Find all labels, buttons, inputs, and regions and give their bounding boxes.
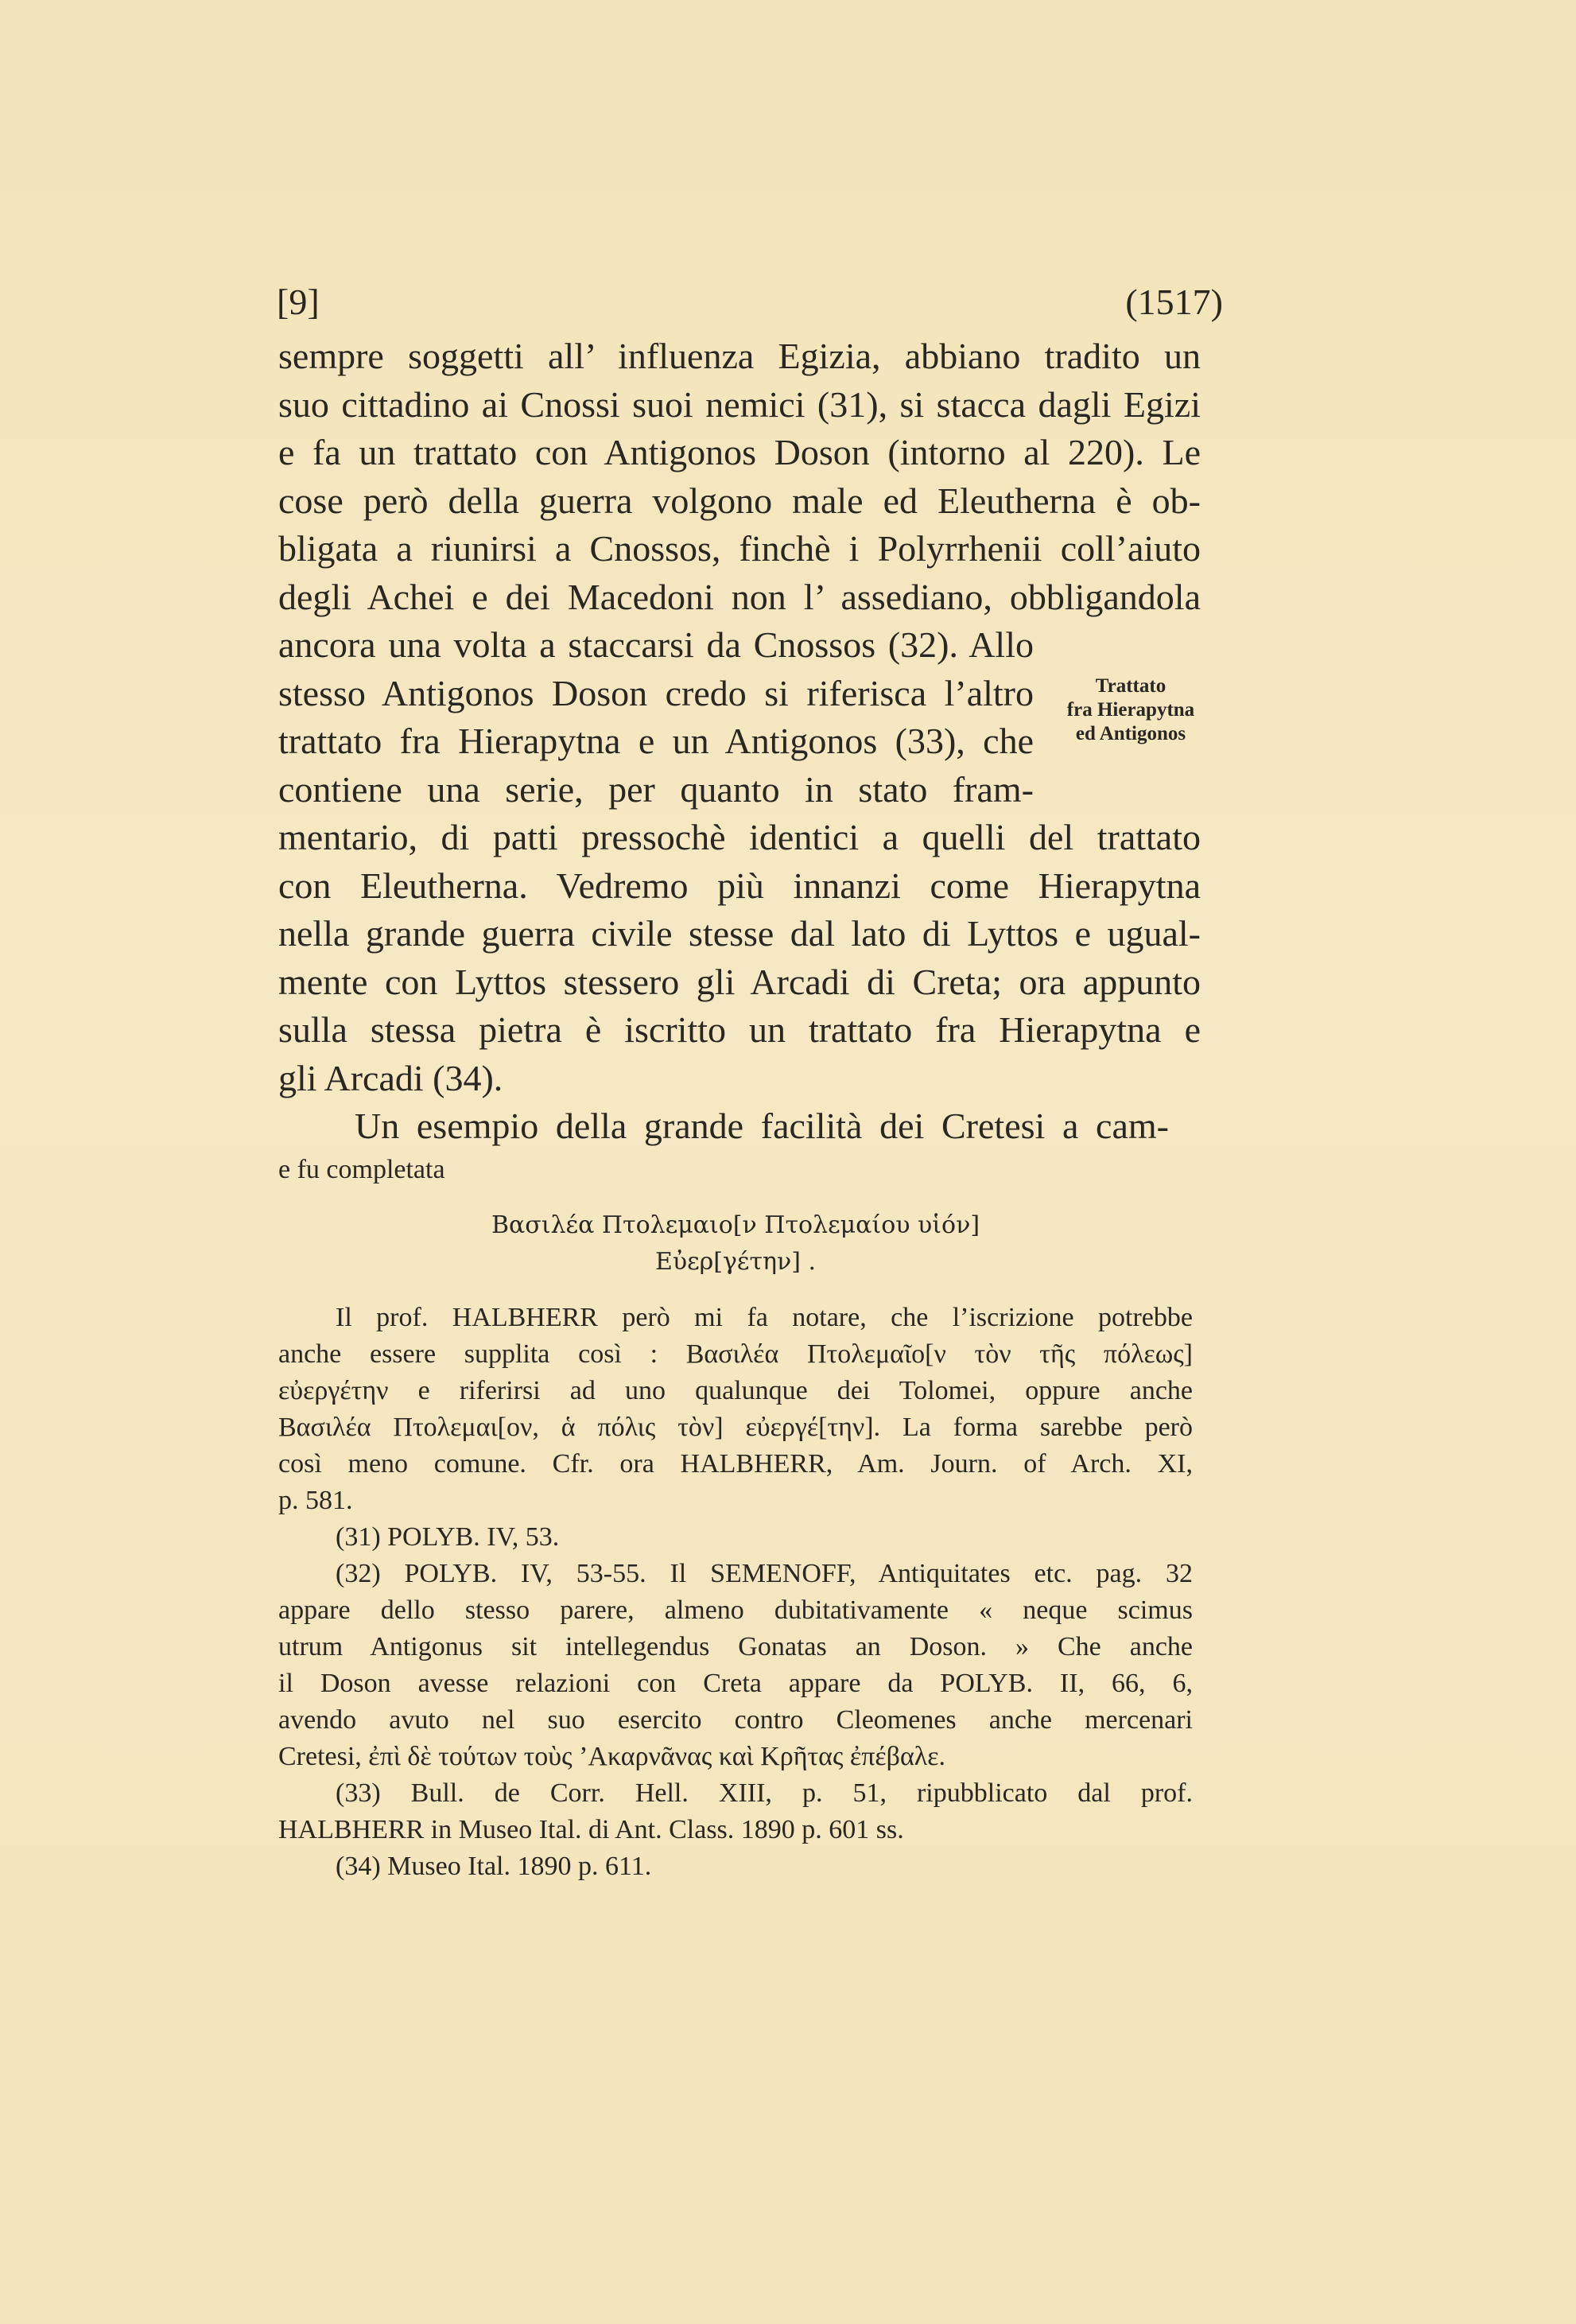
- footnote-line: utrum Antigonus sit intellegendus Gonatas an Doson. » Che anche: [278, 1632, 1193, 1661]
- footnote-33: (33) Bull. de Corr. Hell. XIII, p. 51, ripubblicato dal prof.: [336, 1778, 1193, 1808]
- footnote-31: (31) POLYB. IV, 53.: [336, 1522, 560, 1552]
- text-line: suo cittadino ai Cnossi suoi nemici (31), si stacca dagli Egizi: [278, 383, 1201, 425]
- footnote-line: avendo avuto nel suo esercito contro Cleomenes anche mercenari: [278, 1705, 1193, 1735]
- footnote-line: Cretesi, ἐπὶ δὲ τούτων τοὺς ’Ακαρνᾶνας καὶ Κρῆτας ἐπέβαλε.: [278, 1742, 946, 1771]
- text-line: ancora una volta a staccarsi da Cnossos (32). Allo: [278, 624, 1034, 665]
- text-line: con Eleutherna. Vedremo più innanzi come Hierapytna: [278, 865, 1201, 906]
- margin-note-line: Trattato: [1095, 675, 1166, 697]
- text-line: stesso Antigonos Doson credo si riferisca l’altro: [278, 672, 1034, 713]
- text-line: e fa un trattato con Antigonos Doson (intorno al 220). Le: [278, 432, 1201, 472]
- footnote-intro: e fu completata: [278, 1155, 445, 1184]
- footnote-32: (32) POLYB. IV, 53-55. Il SEMENOFF, Antiquitates etc. pag. 32: [336, 1559, 1193, 1588]
- text-line: contiene una serie, per quanto in stato fram-: [278, 768, 1034, 810]
- text-line: nella grande guerra civile stesse dal lato di Lyttos e ugual-: [278, 913, 1201, 954]
- footnote-line: HALBHERR in Museo Ital. di Ant. Class. 1890 p. 601 ss.: [278, 1815, 904, 1844]
- page-number-bracketed: [9]: [277, 282, 320, 322]
- footnote-line: Βασιλέα Πτολεμαι[ον, ἁ πόλις τὸν] εὐεργέ[την]. La forma sarebbe però: [278, 1413, 1193, 1442]
- footnote-line: anche essere supplita così : Βασιλέα Πτολεμαῖο[ν τὸν τῆς πόλεως]: [278, 1339, 1193, 1369]
- footnote-line: Il prof. HALBHERR però mi fa notare, che l’iscrizione potrebbe: [336, 1303, 1193, 1332]
- text-line: cose però della guerra volgono male ed Eleutherna è ob-: [278, 480, 1201, 521]
- footnote-line: il Doson avesse relazioni con Creta appare da POLYB. II, 66, 6,: [278, 1669, 1193, 1698]
- greek-inscription-line: Εὐερ[γέτην] .: [654, 1248, 817, 1276]
- footnote-line: p. 581.: [278, 1486, 353, 1515]
- footnote-line: εὐεργέτην e riferirsi ad uno qualunque dei Tolomei, oppure anche: [278, 1376, 1193, 1405]
- text-line: trattato fra Hierapytna e un Antigonos (33), che: [278, 721, 1034, 761]
- text-line: sempre soggetti all’ influenza Egizia, abbiano tradito un: [278, 336, 1201, 376]
- margin-note-line: ed Antigonos: [1075, 723, 1186, 744]
- footnote-line: appare dello stesso parere, almeno dubitativamente « neque scimus: [278, 1595, 1193, 1625]
- greek-inscription-line: Βασιλέα Πτολεμαιο[ν Πτολεμαίου υἱόν]: [491, 1211, 980, 1239]
- text-line: mentario, di patti pressochè identici a quelli del trattato: [278, 817, 1201, 857]
- footnote-line: così meno comune. Cfr. ora HALBHERR, Am. Journ. of Arch. XI,: [278, 1449, 1193, 1479]
- margin-note-line: fra Hierapytna: [1066, 699, 1195, 721]
- text-line: sulla stessa pietra è iscritto un trattato fra Hierapytna e: [278, 1009, 1201, 1050]
- footnote-34: (34) Museo Ital. 1890 p. 611.: [336, 1852, 652, 1881]
- text-line: bligata a riunirsi a Cnossos, finchè i Polyrrhenii coll’aiuto: [278, 528, 1201, 569]
- page-number-parenthesized: (1517): [1125, 282, 1223, 322]
- text-line: degli Achei e dei Macedoni non l’ assediano, obbligandola: [278, 576, 1201, 617]
- text-line: mente con Lyttos stessero gli Arcadi di Creta; ora appunto: [278, 961, 1201, 1002]
- margin-note: [1043, 674, 1218, 746]
- footnotes: [278, 1152, 1193, 1885]
- text-line: gli Arcadi (34).: [278, 1057, 503, 1098]
- text-line: Un esempio della grande facilità dei Cretesi a cam-: [355, 1106, 1169, 1146]
